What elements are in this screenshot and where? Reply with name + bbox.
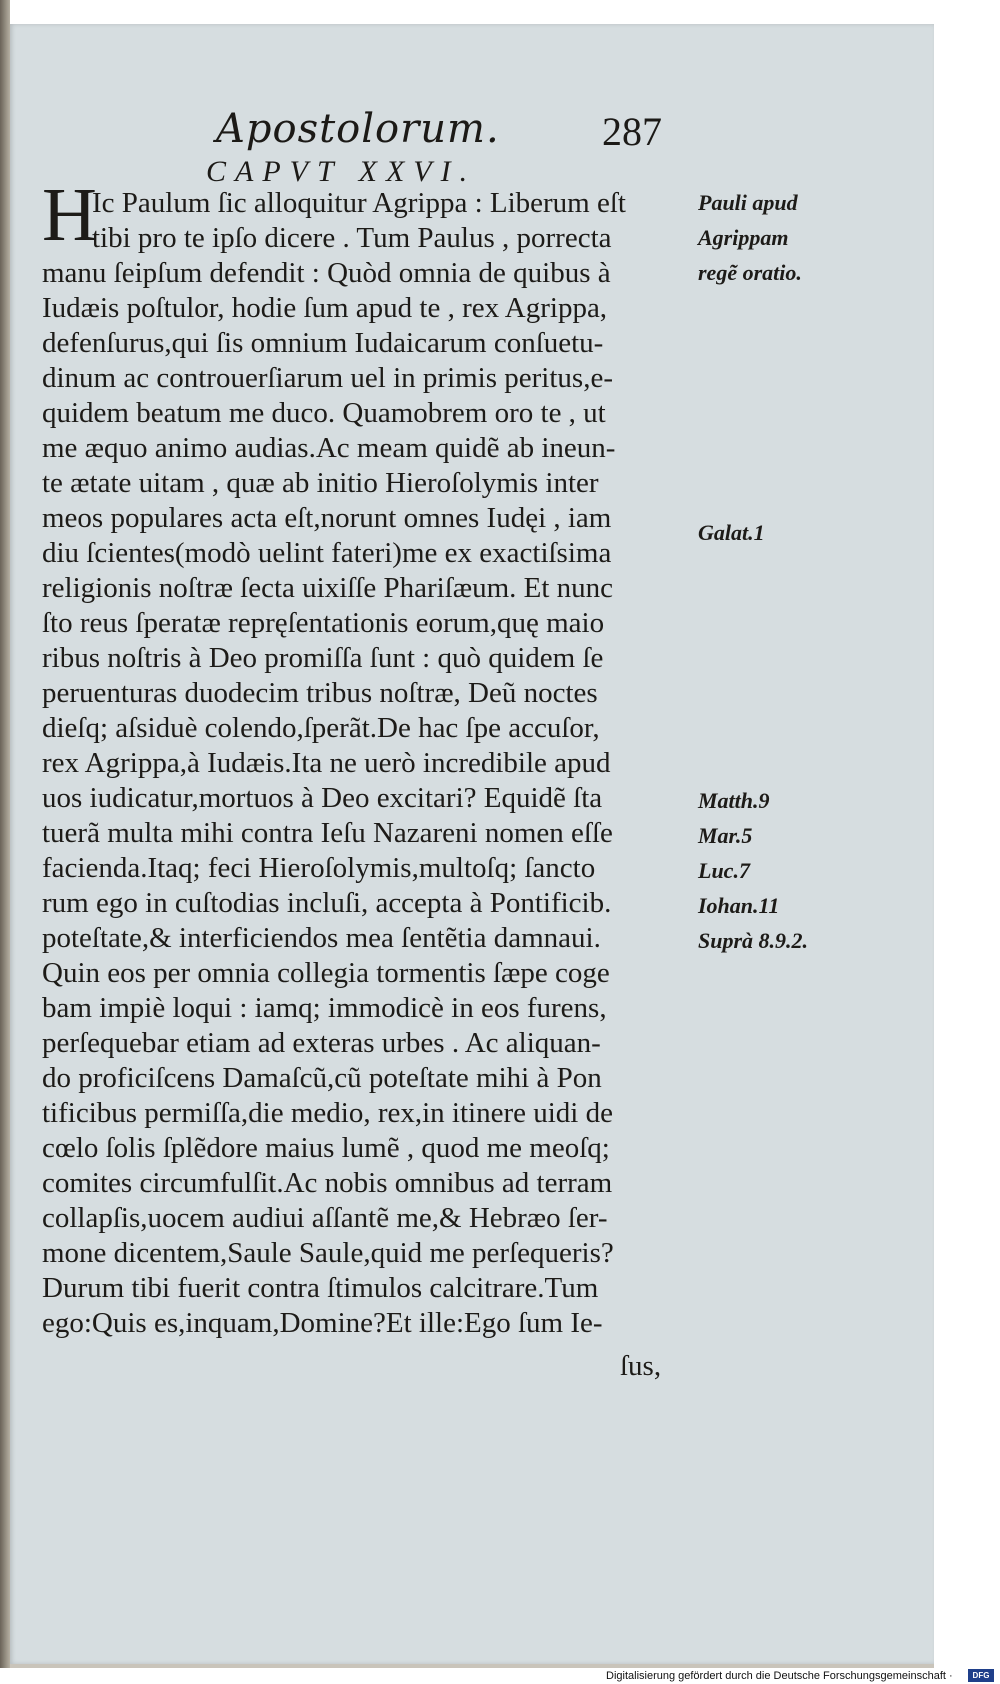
margin-note: Mar.5 (698, 823, 753, 848)
book-edge (0, 0, 10, 1668)
main-text-column (42, 186, 690, 1341)
text-line: tificibus permiſſa,die medio, rex,in itinere uidi de (42, 1097, 613, 1129)
text-line: diu ſcientes(modò uelint fateri)me ex exactiſsima (42, 537, 612, 569)
margin-note: Luc.7 (698, 858, 750, 883)
text-line: Iudæis poſtulor, hodie ſum apud te , rex Agrippa, (42, 292, 608, 324)
page-number: 287 (602, 109, 662, 154)
catchword: ſus, (620, 1350, 662, 1382)
text-line: religionis noſtræ ſecta uixiſſe Phariſæum. Et nunc (42, 572, 614, 604)
text-line: collapſis,uocem audiui aſſantẽ me,& Hebræo ſer- (42, 1202, 608, 1234)
text-line: defenſurus,qui ſis omnium Iudaicarum conſuetu- (42, 327, 604, 359)
margin-note: Agrippam (698, 225, 789, 250)
text-line: poteſtate,& interficiendos mea ſentẽtia damnaui. (42, 922, 601, 954)
text-line: cœlo ſolis ſplẽdore maius lumẽ , quod me meoſq; (42, 1132, 610, 1164)
running-head: Apostolorum. (216, 106, 500, 152)
text-line: meos populares acta eſt,norunt omnes Iudęi , iam (42, 502, 612, 534)
text-line: peruenturas duodecim tribus noſtræ, Deũ noctes (42, 677, 598, 709)
text-line: uos iudicatur,mortuos à Deo excitari? Equidẽ ſta (42, 782, 603, 814)
text-line: comites circumfulſit.Ac nobis omnibus ad terram (42, 1167, 613, 1199)
dfg-logo: DFG (968, 1669, 994, 1682)
text-line: bam impiè loqui : iamq; immodicè in eos furens, (42, 992, 607, 1024)
text-line: facienda.Itaq; feci Hieroſolymis,multoſq; ſancto (42, 852, 596, 884)
drop-cap: H (42, 173, 97, 257)
text-line: me æquo animo audias.Ac meam quidẽ ab ineun- (42, 432, 616, 464)
text-line: ribus noſtris à Deo promiſſa ſunt : quò quidem ſe (42, 642, 604, 674)
margin-note: Matth.9 (698, 788, 770, 813)
text-line: rum ego in cuſtodias incluſi, accepta à Pontificib. (42, 887, 612, 919)
page-shadow (10, 1664, 934, 1668)
margin-note: Iohan.11 (698, 893, 780, 918)
text-line: tuerã multa mihi contra Ieſu Nazareni nomen eſſe (42, 817, 613, 849)
text-line: tibi pro te ipſo dicere . Tum Paulus , porrecta (92, 222, 612, 254)
text-line: do proficiſcens Damaſcũ,cũ poteſtate mihi à Pon (42, 1062, 602, 1094)
text-line: Durum tibi fuerit contra ſtimulos calcitrare.Tum (42, 1272, 599, 1304)
digitization-credit: Digitalisierung gefördert durch die Deutsche Forschungsgemeinschaft · (606, 1670, 953, 1682)
text-line: ego:Quis es,inquam,Domine?Et ille:Ego ſum Ie- (42, 1307, 603, 1339)
text-line: mone dicentem,Saule Saule,quid me perſequeris? (42, 1237, 614, 1269)
text-line: perſequebar etiam ad exteras urbes . Ac aliquan- (42, 1027, 601, 1059)
margin-note: Pauli apud (698, 190, 798, 215)
margin-note: regẽ oratio. (698, 260, 802, 285)
text-line: manu ſeipſum defendit : Quòd omnia de quibus à (42, 257, 611, 289)
text-line: rex Agrippa,à Iudæis.Ita ne uerò incredibile apud (42, 747, 611, 779)
text-line: dieſq; aſsiduè colendo,ſperãt.De hac ſpe accuſor, (42, 712, 600, 744)
text-line: te ætate uitam , quæ ab initio Hieroſolymis inter (42, 467, 599, 499)
chapter-heading: CAPVT XXVI. (206, 155, 477, 188)
margin-note: Suprà 8.9.2. (698, 928, 809, 953)
text-line: dinum ac controuerſiarum uel in primis peritus,e- (42, 362, 613, 394)
text-line: Quin eos per omnia collegia tormentis ſæpe coge (42, 957, 610, 989)
text-line: quidem beatum me duco. Quamobrem oro te , ut (42, 397, 606, 429)
text-line: Ic Paulum ſic alloquitur Agrippa : Liberum eſt (92, 187, 626, 219)
margin-note: Galat.1 (698, 520, 765, 545)
text-line: ſto reus ſperatæ repręſentationis eorum,quę maio (42, 607, 605, 639)
